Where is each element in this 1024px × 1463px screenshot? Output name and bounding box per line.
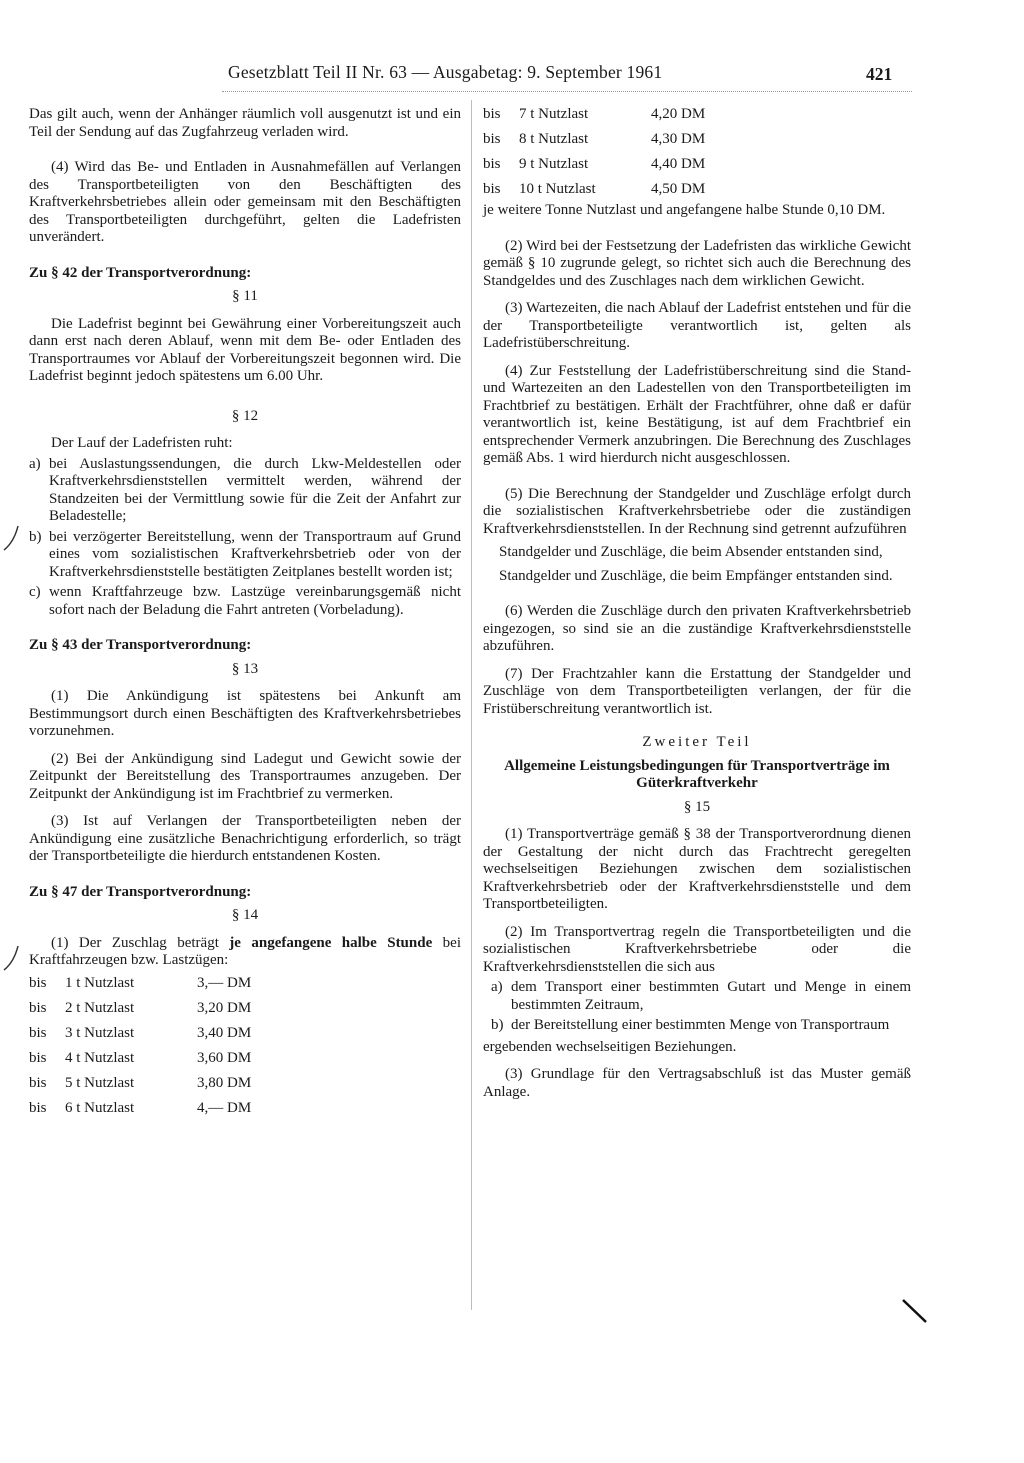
list-item xyxy=(29,584,461,619)
paragraph-subitem: Standgelder und Zuschläge, die beim Absender entstanden sind, xyxy=(499,544,883,560)
left-column xyxy=(29,106,461,1122)
list-item xyxy=(483,1017,911,1035)
rate-value: 4,40 DM xyxy=(651,155,706,172)
part-title: Allgemeine Leistungsbedingungen für Transportverträge im Güterkraftverkehr xyxy=(504,757,890,791)
rate-row xyxy=(483,152,911,177)
list-item xyxy=(29,529,461,582)
rate-row xyxy=(483,177,911,202)
rate-row xyxy=(29,972,461,997)
rate-load: 6 t Nutzlast xyxy=(65,1100,135,1117)
rate-value: 4,— DM xyxy=(197,1100,252,1117)
rate-bis: bis xyxy=(483,130,501,147)
list-item-text: wenn Kraftfahrzeuge bzw. Lastzüge vereinbarungsgemäß nicht sofort nach der Beladung die Fahrt antreten (Vorbeladung). xyxy=(49,584,461,618)
margin-mark xyxy=(0,940,24,980)
paragraph: (3) Wartezeiten, die nach Ablauf der Ladefrist entstehen und für die der Transportbeteiligte verantwortlich ist, gelten als Ladefristüberschreitung. xyxy=(483,300,911,351)
paragraph-text: bei Kraftfahrzeugen bzw. Lastzügen: xyxy=(29,934,461,968)
rate-value: 4,20 DM xyxy=(651,105,706,122)
paragraph: (7) Der Frachtzahler kann die Erstattung der Standgelder und Zuschläge von dem Transportbeteiligten verlangen, der für die Fristüberschreitung verantwortlich ist. xyxy=(483,665,911,717)
rate-row xyxy=(29,997,461,1022)
list-item xyxy=(483,979,911,1014)
rate-bis: bis xyxy=(29,1050,47,1067)
paragraph xyxy=(29,935,461,970)
rate-bis: bis xyxy=(29,975,47,992)
section-number: § 12 xyxy=(231,407,259,424)
section-number: § 15 xyxy=(683,798,711,815)
paragraph: (1) Transportverträge gemäß § 38 der Transportverordnung dienen der Gestaltung der nicht durch das Frachtrecht geregelten wechselseitigen Beziehungen zwischen dem sozialistischen Kraftverkehrsbetrieb oder der Kraftverkehrsdienststelle und dem Transportbeteiligten. xyxy=(483,826,911,912)
list-item-text: bei Auslastungssendungen, die durch Lkw-Meldestellen oder Kraftverkehrsdienststellen vermittelt werden, während der Standzeiten bei der Vermittlung sowie für die Zeit der Anfahrt zur Beladestelle; xyxy=(49,455,461,524)
rate-value: 3,60 DM xyxy=(197,1050,252,1067)
rate-load: 5 t Nutzlast xyxy=(65,1075,135,1092)
rate-row xyxy=(29,1072,461,1097)
paragraph: (4) Wird das Be- und Entladen in Ausnahmefällen auf Verlangen des Transportbeteiligten von den Beschäftigten des Kraftverkehrsbetriebes allein oder gemeinsam mit den Beschäftigten des Transportbeteiligten durchgeführt, gelten die Ladefristen unverändert. xyxy=(29,159,461,245)
list-item-label: b) xyxy=(29,528,42,545)
list-item-label: a) xyxy=(29,455,41,472)
column-divider xyxy=(471,100,472,1310)
rate-bis: bis xyxy=(29,1075,47,1092)
rate-table xyxy=(29,972,461,1122)
rate-table xyxy=(483,102,911,202)
part-heading: Zweiter Teil xyxy=(642,734,752,750)
rate-row xyxy=(483,102,911,127)
paragraph: (1) Die Ankündigung ist spätestens bei Ankunft am Bestimmungsort durch einen Beschäftigten des Kraftverkehrsbetriebes vorzunehmen. xyxy=(29,688,461,739)
rate-value: 3,— DM xyxy=(197,975,252,992)
paragraph: (2) Im Transportvertrag regeln die Transportbeteiligten und die sozialistischen Kraftverkehrsbetriebe oder die Kraftverkehrsdienststellen die sich aus xyxy=(483,923,911,975)
list-item-text: der Bereitstellung einer bestimmten Menge von Transportraum xyxy=(511,1017,890,1033)
rate-load: 7 t Nutzlast xyxy=(519,105,589,122)
list-item-label: b) xyxy=(491,1017,504,1033)
paragraph: ergebenden wechselseitigen Beziehungen. xyxy=(483,1038,737,1055)
list-item xyxy=(29,456,461,526)
rate-value: 4,30 DM xyxy=(651,130,706,147)
paragraph: (3) Ist auf Verlangen der Transportbeteiligten neben der Ankündigung eine zusätzliche Benachrichtigung erforderlich, so trägt der Transportbeteiligte die hierdurch entstandenen Kosten. xyxy=(29,813,461,864)
section-number: § 13 xyxy=(231,660,259,677)
paragraph: (4) Zur Feststellung der Ladefristüberschreitung sind die Stand- und Wartezeiten an den Ladestellen von den Transportbeteiligten im Frachtbrief zu bestätigen. Erhält der Frachtführer, ohne daß er dafür verantwortlich ist, keine Bestätigung, ist auf dem Frachtbrief ein entsprechender Vermerk anzubringen. Die Berechnung des Zuschlages gemäß Abs. 1 wird hierdurch nicht ausgeschlossen. xyxy=(483,362,911,466)
rate-load: 9 t Nutzlast xyxy=(519,155,589,172)
paragraph: (6) Werden die Zuschläge durch den privaten Kraftverkehrsbetrieb eingezogen, so sind sie an die zuständige Kraftverkehrsdienststelle abzuführen. xyxy=(483,603,911,654)
rate-bis: bis xyxy=(483,155,501,172)
paragraph: (2) Bei der Ankündigung sind Ladegut und Gewicht sowie der Zeitpunkt der Bereitstellung des Transportraumes anzugeben. Der Zeitpunkt der Ankündigung ist im Frachtbrief zu vermerken. xyxy=(29,750,461,802)
section-number: § 14 xyxy=(231,907,259,923)
rate-value: 3,20 DM xyxy=(197,1000,252,1017)
rate-row xyxy=(29,1097,461,1122)
section-heading: Zu § 42 der Transportverordnung: xyxy=(29,264,252,281)
rate-load: 3 t Nutzlast xyxy=(65,1025,135,1042)
section-number: § 11 xyxy=(232,288,258,304)
margin-mark xyxy=(0,520,24,560)
rate-row xyxy=(29,1022,461,1047)
page-header: Gesetzblatt Teil II Nr. 63 — Ausgabetag: 9. September 1961 xyxy=(228,62,663,82)
header-divider xyxy=(222,91,912,93)
list-item-label: c) xyxy=(29,584,41,600)
list-item-label: a) xyxy=(491,979,503,995)
rate-load: 10 t Nutzlast xyxy=(519,180,596,197)
rate-row xyxy=(29,1047,461,1072)
section-heading: Zu § 47 der Transportverordnung: xyxy=(29,883,252,900)
paragraph: je weitere Tonne Nutzlast und angefangene halbe Stunde 0,10 DM. xyxy=(483,202,886,218)
paragraph: (5) Die Berechnung der Standgelder und Zuschläge erfolgt durch die sozialistischen Kraftverkehrsbetriebe oder die zuständigen Kraftverkehrsdienststellen. In der Rechnung sind getrennt aufzuführen xyxy=(483,485,911,537)
rate-bis: bis xyxy=(29,1025,47,1042)
rate-value: 3,40 DM xyxy=(197,1025,252,1042)
paragraph: Das gilt auch, wenn der Anhänger räumlich voll ausgenutzt ist und ein Teil der Sendung auf das Zugfahrzeug verladen wird. xyxy=(29,106,461,140)
margin-mark xyxy=(900,1296,930,1326)
right-column xyxy=(483,106,911,1101)
paragraph-text: (1) Der Zuschlag beträgt xyxy=(51,934,230,951)
rate-load: 8 t Nutzlast xyxy=(519,130,589,147)
paragraph: (2) Wird bei der Festsetzung der Ladefristen das wirkliche Gewicht gemäß § 10 zugrunde gelegt, so richtet sich auch die Berechnung des Standgeldes und des Zuschlages nach dem wirklichen Gewicht. xyxy=(483,237,911,289)
paragraph-subitem: Standgelder und Zuschläge, die beim Empfänger entstanden sind. xyxy=(499,567,893,584)
list-item-text: dem Transport einer bestimmten Gutart und Menge in einem bestimmten Zeitraum, xyxy=(511,979,911,1013)
rate-load: 4 t Nutzlast xyxy=(65,1050,135,1067)
rate-row xyxy=(483,127,911,152)
paragraph: (3) Grundlage für den Vertragsabschluß ist das Muster gemäß Anlage. xyxy=(483,1066,911,1100)
rate-bis: bis xyxy=(29,1100,47,1117)
rate-load: 2 t Nutzlast xyxy=(65,1000,135,1017)
rate-bis: bis xyxy=(483,180,501,197)
page-number: 421 xyxy=(866,64,893,84)
paragraph: Die Ladefrist beginnt bei Gewährung einer Vorbereitungszeit auch dann erst nach deren Ablauf, wenn mit dem Be- oder Entladen des Transportraumes vor Ablauf der Vorbereitungszeit begonnen wird. Die Ladefrist beginnt jedoch spätestens um 6.00 Uhr. xyxy=(29,315,461,384)
list-item-text: bei verzögerter Bereitstellung, wenn der Transportraum auf Grund eines vom sozialistischen Kraftverkehrsbetrieb oder von der Kraftverkehrsdienststelle bestätigten Zeitplanes bestellt worden ist; xyxy=(49,528,461,580)
rate-load: 1 t Nutzlast xyxy=(65,975,135,992)
rate-bis: bis xyxy=(483,105,501,122)
paragraph: Der Lauf der Ladefristen ruht: xyxy=(51,435,233,451)
paragraph-emphasis: je angefangene halbe Stunde xyxy=(229,934,433,951)
section-heading: Zu § 43 der Transportverordnung: xyxy=(29,637,252,653)
rate-value: 4,50 DM xyxy=(651,180,706,197)
rate-value: 3,80 DM xyxy=(197,1075,252,1092)
rate-bis: bis xyxy=(29,1000,47,1017)
